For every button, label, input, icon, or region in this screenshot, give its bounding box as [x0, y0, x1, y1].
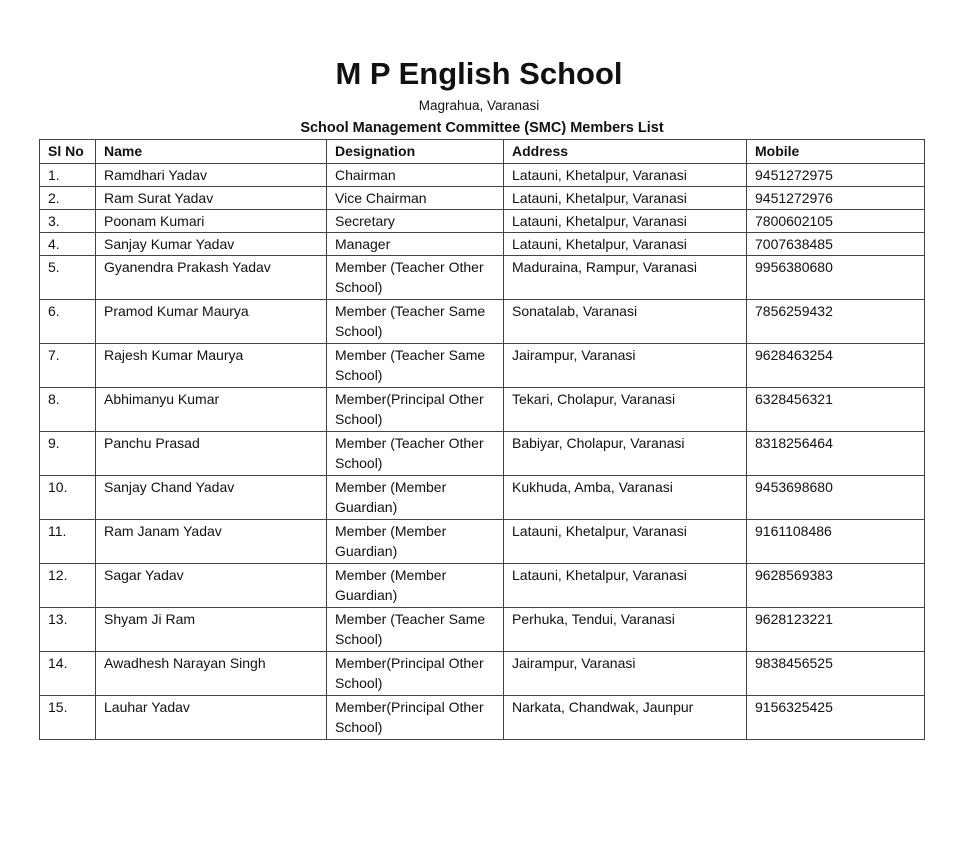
cell-mobile: 7856259432: [747, 300, 925, 344]
list-title: School Management Committee (SMC) Members List: [300, 120, 664, 136]
cell-sl-no: 15.: [40, 696, 96, 740]
cell-designation: Vice Chairman: [327, 187, 504, 210]
cell-address: Latauni, Khetalpur, Varanasi: [504, 210, 747, 233]
cell-name: Sanjay Chand Yadav: [96, 476, 327, 520]
cell-address: Jairampur, Varanasi: [504, 344, 747, 388]
cell-address: Maduraina, Rampur, Varanasi: [504, 256, 747, 300]
table-row: [40, 432, 925, 476]
cell-name: Shyam Ji Ram: [96, 608, 327, 652]
cell-address: Latauni, Khetalpur, Varanasi: [504, 164, 747, 187]
table-row: [40, 187, 925, 210]
cell-mobile: 9838456525: [747, 652, 925, 696]
cell-address: Jairampur, Varanasi: [504, 652, 747, 696]
cell-sl-no: 2.: [40, 187, 96, 210]
cell-sl-no: 3.: [40, 210, 96, 233]
cell-address: Babiyar, Cholapur, Varanasi: [504, 432, 747, 476]
table-row: [40, 696, 925, 740]
cell-designation: Member (Teacher Same School): [327, 300, 504, 344]
table-row: [40, 564, 925, 608]
cell-sl-no: 7.: [40, 344, 96, 388]
table-row: [40, 652, 925, 696]
cell-sl-no: 4.: [40, 233, 96, 256]
table-row: [40, 520, 925, 564]
cell-designation: Member (Member Guardian): [327, 476, 504, 520]
header-row: [40, 140, 925, 164]
header-name: Name: [96, 140, 327, 164]
cell-name: Poonam Kumari: [96, 210, 327, 233]
cell-mobile: 7007638485: [747, 233, 925, 256]
cell-mobile: 6328456321: [747, 388, 925, 432]
table-row: [40, 300, 925, 344]
cell-name: Ram Surat Yadav: [96, 187, 327, 210]
cell-sl-no: 10.: [40, 476, 96, 520]
cell-name: Ram Janam Yadav: [96, 520, 327, 564]
table-row: [40, 608, 925, 652]
cell-designation: Member(Principal Other School): [327, 696, 504, 740]
cell-mobile: 9956380680: [747, 256, 925, 300]
header-address: Address: [504, 140, 747, 164]
cell-address: Kukhuda, Amba, Varanasi: [504, 476, 747, 520]
cell-designation: Member (Member Guardian): [327, 564, 504, 608]
cell-sl-no: 6.: [40, 300, 96, 344]
table-row: [40, 164, 925, 187]
cell-address: Latauni, Khetalpur, Varanasi: [504, 564, 747, 608]
cell-designation: Member(Principal Other School): [327, 652, 504, 696]
cell-name: Pramod Kumar Maurya: [96, 300, 327, 344]
table-row: [40, 233, 925, 256]
cell-mobile: 9451272975: [747, 164, 925, 187]
cell-sl-no: 9.: [40, 432, 96, 476]
cell-address: Latauni, Khetalpur, Varanasi: [504, 520, 747, 564]
cell-designation: Member (Member Guardian): [327, 520, 504, 564]
cell-name: Rajesh Kumar Maurya: [96, 344, 327, 388]
cell-address: Sonatalab, Varanasi: [504, 300, 747, 344]
cell-mobile: 7800602105: [747, 210, 925, 233]
cell-name: Gyanendra Prakash Yadav: [96, 256, 327, 300]
cell-designation: Member (Teacher Other School): [327, 256, 504, 300]
table-row: [40, 210, 925, 233]
school-location: Magrahua, Varanasi: [418, 98, 540, 113]
cell-mobile: 8318256464: [747, 432, 925, 476]
cell-sl-no: 12.: [40, 564, 96, 608]
cell-sl-no: 14.: [40, 652, 96, 696]
table-row: [40, 344, 925, 388]
cell-address: Narkata, Chandwak, Jaunpur: [504, 696, 747, 740]
cell-sl-no: 8.: [40, 388, 96, 432]
school-name: M P English School: [335, 56, 623, 91]
cell-name: Sagar Yadav: [96, 564, 327, 608]
table-row: [40, 256, 925, 300]
cell-address: Perhuka, Tendui, Varanasi: [504, 608, 747, 652]
cell-name: Awadhesh Narayan Singh: [96, 652, 327, 696]
cell-designation: Member(Principal Other School): [327, 388, 504, 432]
cell-address: Latauni, Khetalpur, Varanasi: [504, 187, 747, 210]
cell-sl-no: 5.: [40, 256, 96, 300]
cell-name: Sanjay Kumar Yadav: [96, 233, 327, 256]
cell-address: Tekari, Cholapur, Varanasi: [504, 388, 747, 432]
cell-mobile: 9451272976: [747, 187, 925, 210]
cell-mobile: 9628463254: [747, 344, 925, 388]
members-table: [39, 139, 925, 740]
cell-name: Panchu Prasad: [96, 432, 327, 476]
cell-mobile: 9161108486: [747, 520, 925, 564]
cell-sl-no: 11.: [40, 520, 96, 564]
cell-designation: Secretary: [327, 210, 504, 233]
cell-name: Lauhar Yadav: [96, 696, 327, 740]
cell-designation: Chairman: [327, 164, 504, 187]
cell-sl-no: 1.: [40, 164, 96, 187]
cell-mobile: 9628123221: [747, 608, 925, 652]
header-mobile: Mobile: [747, 140, 925, 164]
cell-name: Abhimanyu Kumar: [96, 388, 327, 432]
cell-designation: Manager: [327, 233, 504, 256]
cell-designation: Member (Teacher Same School): [327, 608, 504, 652]
cell-designation: Member (Teacher Other School): [327, 432, 504, 476]
cell-mobile: 9156325425: [747, 696, 925, 740]
header-sl-no: Sl No: [40, 140, 96, 164]
cell-mobile: 9453698680: [747, 476, 925, 520]
cell-mobile: 9628569383: [747, 564, 925, 608]
cell-name: Ramdhari Yadav: [96, 164, 327, 187]
cell-sl-no: 13.: [40, 608, 96, 652]
cell-address: Latauni, Khetalpur, Varanasi: [504, 233, 747, 256]
table-row: [40, 388, 925, 432]
cell-designation: Member (Teacher Same School): [327, 344, 504, 388]
header-designation: Designation: [327, 140, 504, 164]
table-row: [40, 476, 925, 520]
